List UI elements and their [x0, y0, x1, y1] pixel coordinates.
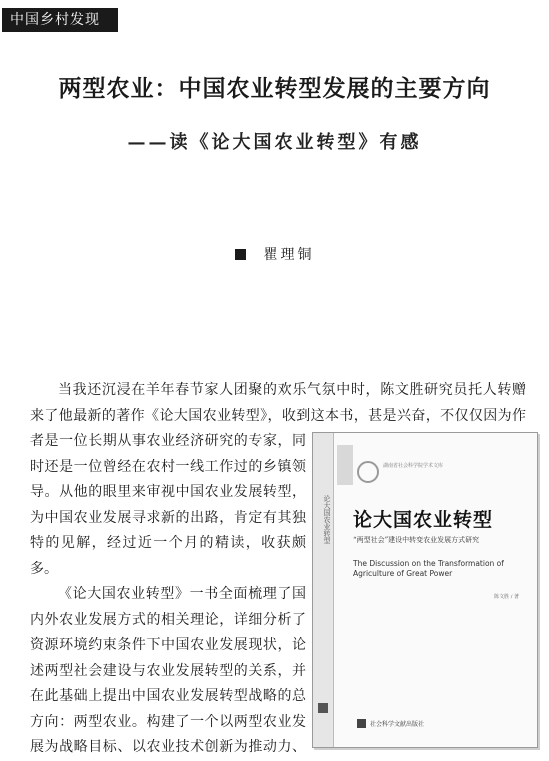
section-tag: 中国乡村发现: [2, 8, 118, 32]
article-subtitle: ——读《论大国农业转型》有感: [127, 132, 422, 153]
book-author: 陈文胜 / 著: [494, 594, 519, 600]
text-line: 方向：两型农业。构建了一个以两型农业发: [30, 713, 306, 730]
book-english-title-line: Agriculture of Great Power: [353, 569, 453, 578]
text-line: 特的见解，经过近一个月的精读，收获颇: [30, 535, 306, 551]
publisher-logo-icon: [357, 719, 366, 728]
book-series-label: 湖南省社会科学院学术文库: [383, 463, 444, 469]
text-line: 来了他最新的著作《论大国农业转型》，收到这本书，甚是兴奋，不仅仅因为作: [30, 407, 526, 424]
text-line: 多。: [30, 560, 58, 577]
book-english-title-line: The Discussion on the Transformation of: [353, 559, 504, 568]
text-line: 《论大国农业转型》一书全面梳理了国: [58, 586, 306, 602]
series-badge: [337, 445, 353, 485]
text-line: 内外农业发展方式的相关理论，详细分析了: [30, 611, 306, 628]
text-line: 展为战略目标、以农业技术创新为推动力、: [30, 739, 306, 755]
book-publisher: [357, 719, 424, 728]
series-circle-logo-icon: [357, 461, 379, 483]
text-line: 为中国农业发展寻求新的出路，肯定有其独: [30, 509, 306, 526]
text-line: 在此基础上提出中国农业发展转型战略的总: [30, 688, 306, 704]
book-spine: [313, 433, 334, 747]
book-english-title: [353, 559, 504, 579]
book-cover-image: [312, 432, 538, 748]
book-subtitle: “两型社会”建设中转变农业发展方式研究: [353, 536, 480, 544]
text-line: 述两型社会建设与农业发展转型的关系，并: [30, 662, 306, 679]
square-bullet-icon: [235, 249, 246, 260]
publisher-logo-icon: [318, 703, 328, 713]
text-line: 当我还沉浸在羊年春节家人团聚的欢乐气氛中时，陈文胜研究员托人转赠: [58, 382, 526, 398]
text-line: 者是一位长期从事农业经济研究的专家，同: [30, 433, 306, 449]
text-line: 导。从他的眼里来审视中国农业发展转型，: [30, 484, 306, 500]
author-name: 瞿理铜: [263, 247, 315, 263]
book-spine-title: 论大国农业转型: [323, 495, 331, 544]
text-line: 时还是一位曾经在农村一线工作过的乡镇领: [30, 458, 306, 475]
book-title: 论大国农业转型: [353, 509, 494, 531]
text-line: 资源环境约束条件下中国农业发展现状，论: [30, 637, 306, 653]
article-title: 两型农业：中国农业转型发展的主要方向: [58, 75, 491, 102]
book-publisher-name: 社会科学文献出版社: [370, 721, 425, 728]
author-line: [0, 244, 549, 264]
